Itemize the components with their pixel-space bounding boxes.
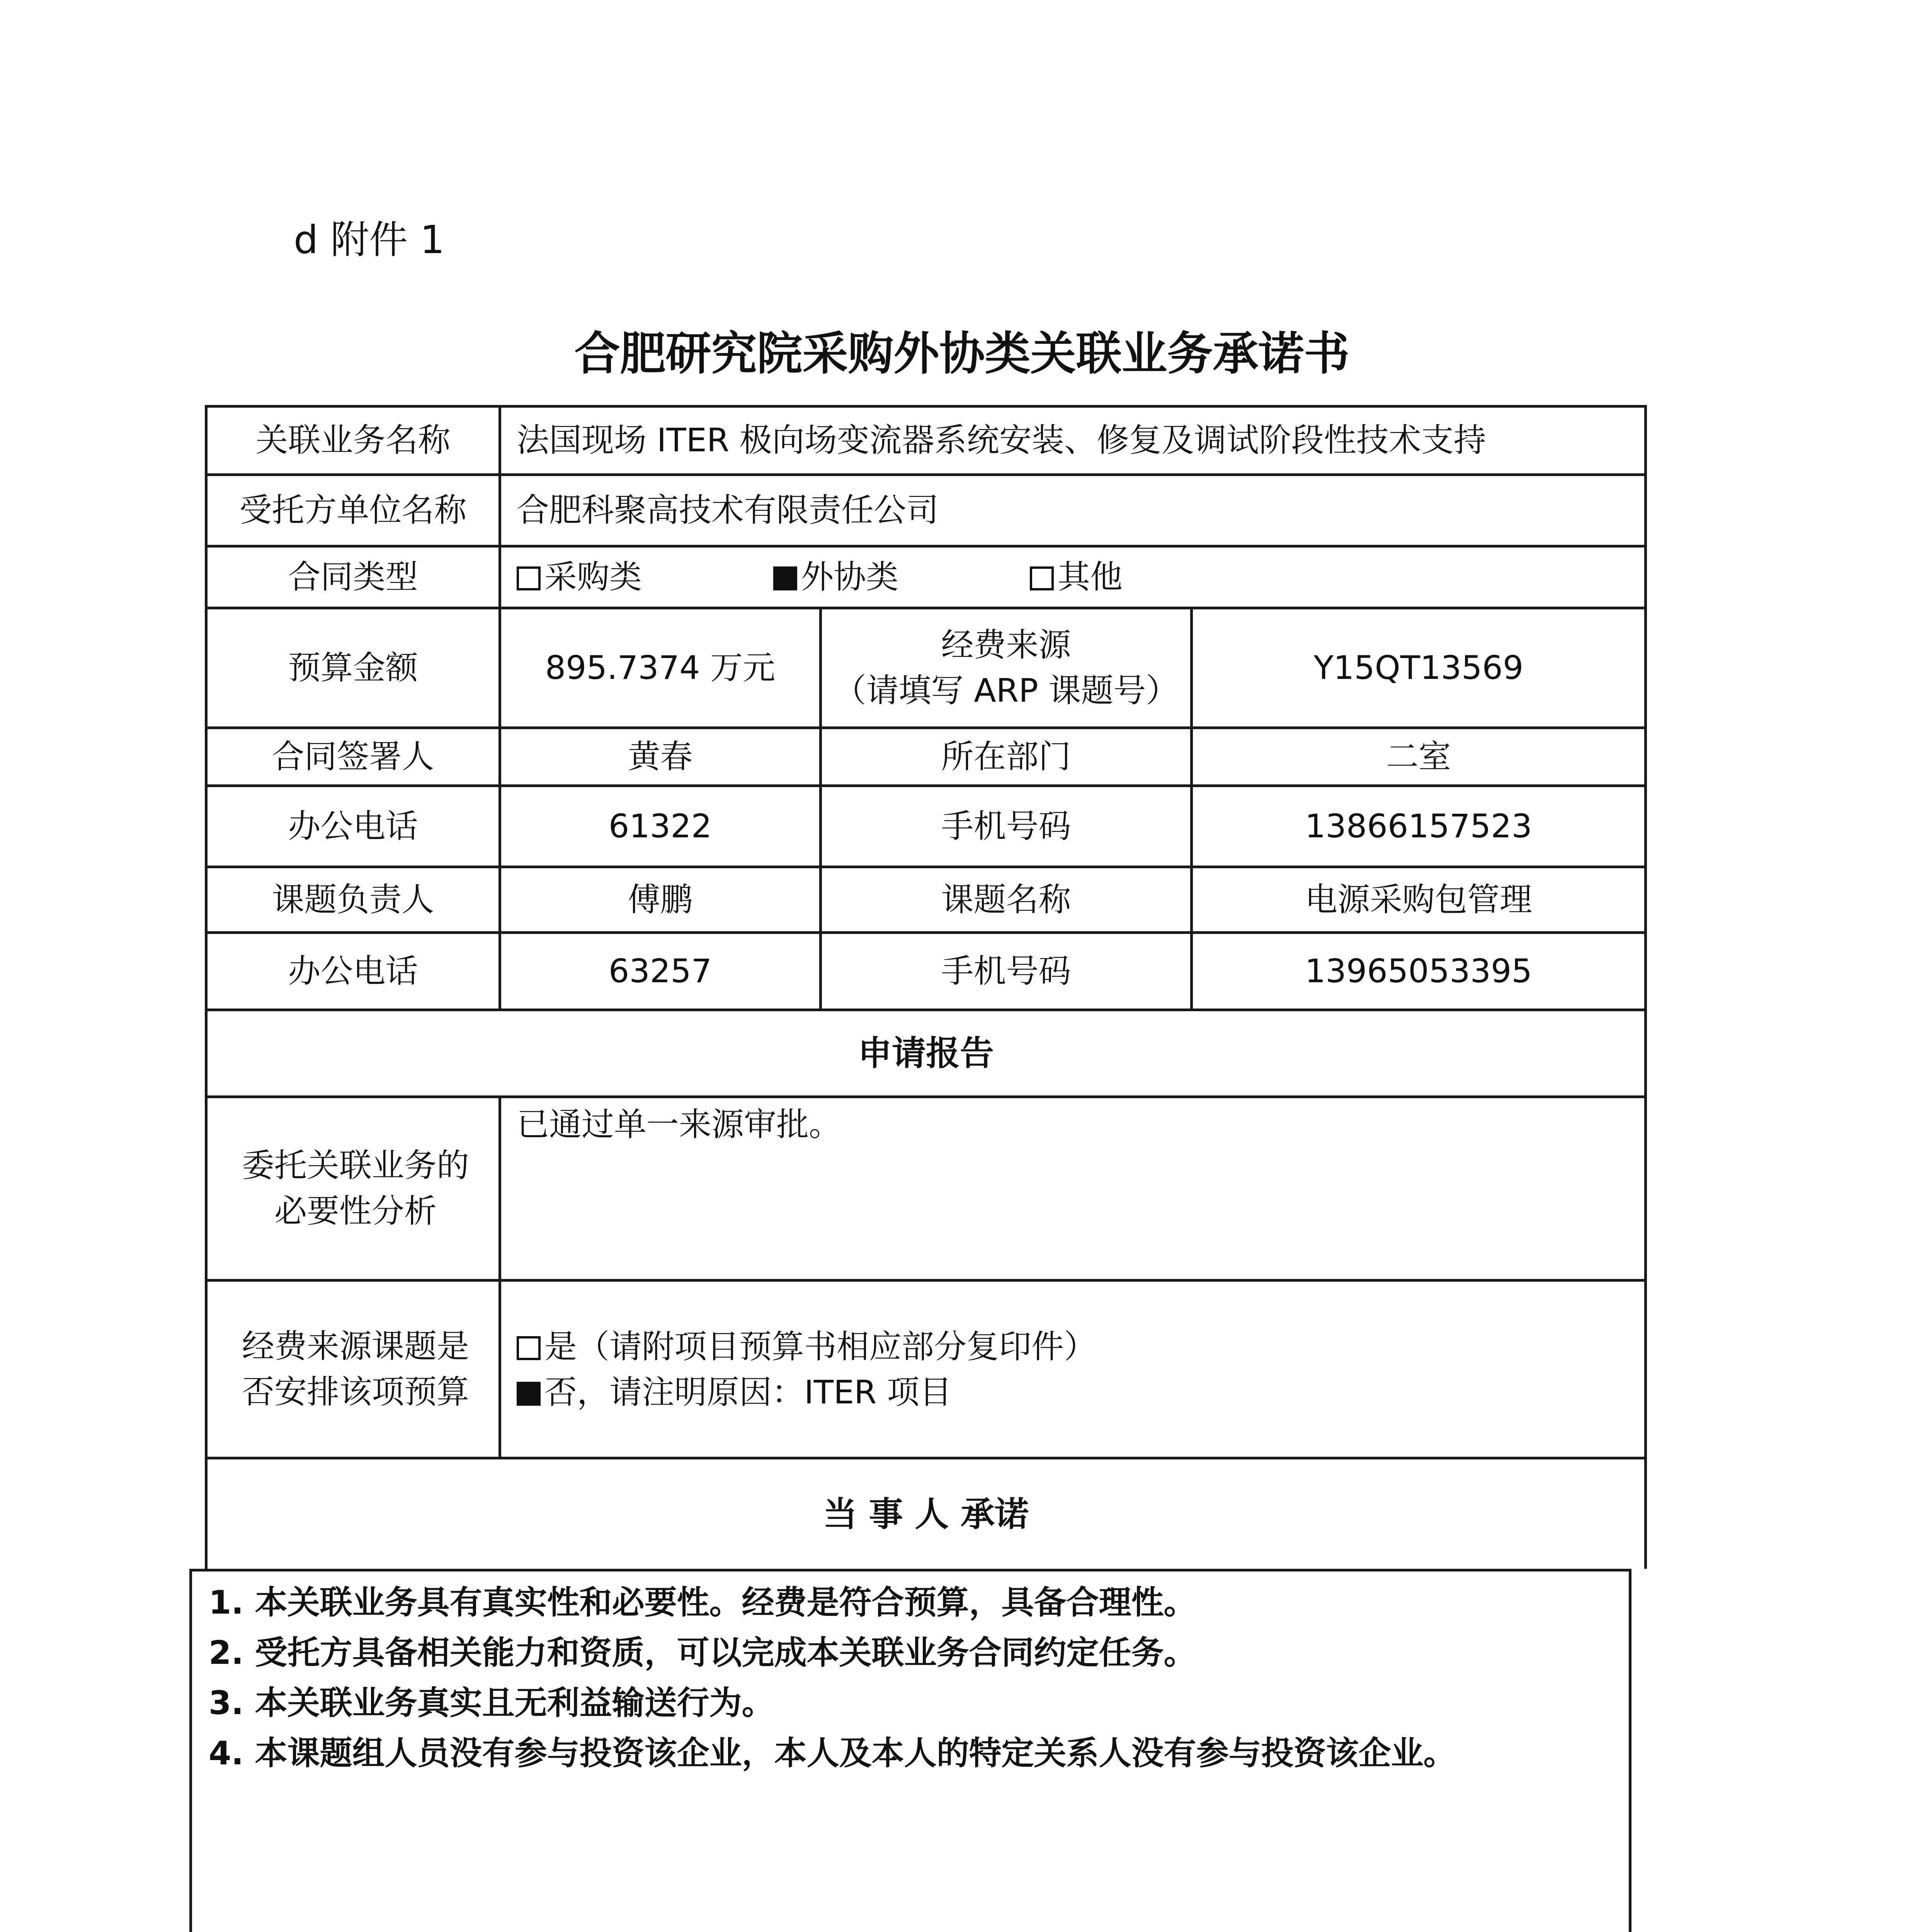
fund-source-label <box>822 609 1190 726</box>
budget-option-yes[interactable] <box>517 1324 1096 1370</box>
project-name-label: 课题名称 <box>941 880 1071 918</box>
fund-source-label-line1: 经费来源 <box>941 626 1071 664</box>
checkbox-empty-icon[interactable] <box>517 566 541 590</box>
commitment-item-3: 3. 本关联业务真实且无利益输送行为。 <box>209 1684 774 1722</box>
office-phone-value-2: 63257 <box>608 952 712 990</box>
contract-type-other[interactable] <box>1030 554 1123 600</box>
contract-type-options <box>501 548 1644 607</box>
dept-label: 所在部门 <box>941 737 1071 776</box>
office-phone-label-2: 办公电话 <box>288 952 418 990</box>
business-name-value: 法国现场 ITER 极向场变流器系统安装、修复及调试阶段性技术支持 <box>517 421 1486 459</box>
option-no-label: 否，请注明原因：ITER 项目 <box>544 1373 952 1411</box>
document-title: 合肥研究院采购外协类关联业务承诺书 <box>574 327 1350 380</box>
mobile-label-2: 手机号码 <box>941 952 1071 990</box>
office-phone-label-1: 办公电话 <box>288 807 418 845</box>
mobile-value-1: 13866157523 <box>1305 807 1532 845</box>
fund-source-value: Y15QT13569 <box>1313 648 1524 687</box>
commitment-item-2: 2. 受托方具备相关能力和资质，可以完成本关联业务合同约定任务。 <box>209 1634 1196 1672</box>
necessity-label: 委托关联业务的必要性分析 <box>242 1146 469 1230</box>
budget-label: 预算金额 <box>288 648 418 687</box>
checkbox-empty-icon[interactable] <box>517 1336 541 1360</box>
option-label: 采购类 <box>544 558 642 596</box>
project-lead-label: 课题负责人 <box>272 880 434 918</box>
contract-type-label: 合同类型 <box>288 558 418 596</box>
attachment-label: d 附件 1 <box>294 217 445 262</box>
fund-source-label-line2: （请填写 ARP 课题号） <box>834 671 1179 709</box>
dept-value: 二室 <box>1386 737 1451 776</box>
mobile-label-1: 手机号码 <box>941 807 1071 845</box>
checkbox-filled-icon[interactable] <box>773 566 797 590</box>
project-lead-value: 傅鹏 <box>628 880 693 918</box>
office-phone-value-1: 61322 <box>608 807 712 845</box>
trustee-label: 受托方单位名称 <box>239 491 467 529</box>
contract-type-outsourcing[interactable] <box>773 554 898 600</box>
option-label: 其他 <box>1058 558 1123 596</box>
signer-label: 合同签署人 <box>272 737 434 776</box>
trustee-value: 合肥科聚高技术有限责任公司 <box>517 491 939 529</box>
budget-value: 895.7374 万元 <box>545 648 776 687</box>
budget-option-no[interactable] <box>517 1370 952 1415</box>
option-label: 外协类 <box>801 558 899 596</box>
budget-arranged-label: 经费来源课题是否安排该项预算 <box>242 1327 469 1411</box>
option-yes-label: 是（请附项目预算书相应部分复印件） <box>544 1328 1097 1366</box>
mobile-value-2: 13965053395 <box>1305 952 1532 990</box>
checkbox-empty-icon[interactable] <box>1030 566 1054 590</box>
contract-type-procurement[interactable] <box>517 554 642 600</box>
budget-arranged-options <box>501 1282 1644 1457</box>
checkbox-filled-icon[interactable] <box>517 1382 541 1406</box>
business-name-label: 关联业务名称 <box>255 421 451 459</box>
necessity-value: 已通过单一来源审批。 <box>517 1105 842 1143</box>
commitment-item-1: 1. 本关联业务具有真实性和必要性。经费是符合预算，具备合理性。 <box>209 1583 1196 1621</box>
signer-value: 黄春 <box>628 737 693 776</box>
commitment-header: 当 事 人 承诺 <box>823 1494 1029 1534</box>
project-name-value: 电源采购包管理 <box>1305 880 1532 918</box>
commitment-item-4: 4. 本课题组人员没有参与投资该企业，本人及本人的特定关系人没有参与投资该企业。 <box>209 1734 1456 1772</box>
report-header: 申请报告 <box>857 1033 994 1073</box>
